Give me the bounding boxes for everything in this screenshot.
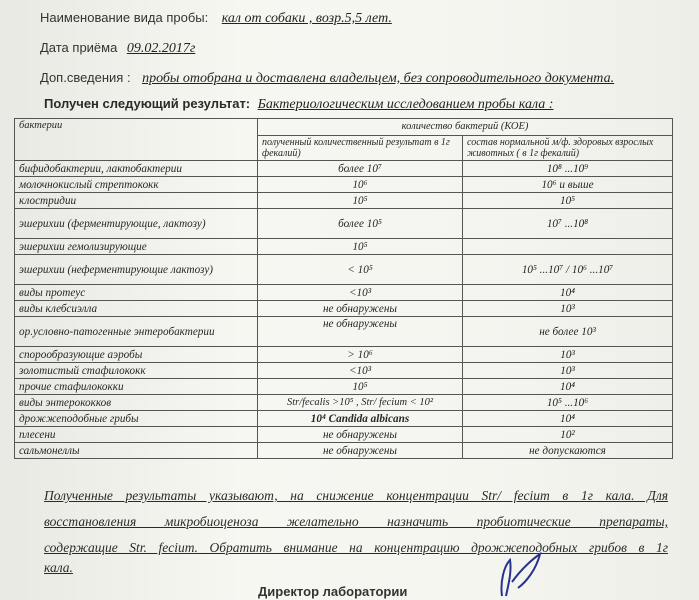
row-bacteria-name: прочие стафилококки: [15, 379, 258, 395]
row-result: не обнаружены: [258, 317, 463, 347]
col-header-bacteria: бактерии: [15, 119, 258, 161]
table-row: [15, 193, 673, 209]
row-bacteria-name: ор.условно-патогенные энтеробактерии: [15, 317, 258, 347]
row-result: не обнаружены: [258, 427, 463, 443]
row-bacteria-name: клостридии: [15, 193, 258, 209]
extra-info-line: [40, 70, 614, 87]
row-result: 10⁵: [258, 239, 463, 255]
row-result: > 10⁶: [258, 347, 463, 363]
row-norm: 10⁵: [463, 193, 673, 209]
row-result: 10⁵: [258, 193, 463, 209]
table-row: [15, 209, 673, 239]
row-norm: 10³: [463, 347, 673, 363]
row-result: <10³: [258, 363, 463, 379]
row-norm: не более 10³: [463, 317, 673, 347]
table-row: [15, 255, 673, 285]
row-bacteria-name: виды энтерококков: [15, 395, 258, 411]
row-result: 10⁶: [258, 177, 463, 193]
result-line: [44, 96, 553, 113]
sample-type-label: Наименование вида пробы:: [40, 10, 209, 25]
row-norm: 10⁵ ...10⁷ / 10⁶ ...10⁷: [463, 255, 673, 285]
row-norm: 10⁵ ...10⁶: [463, 395, 673, 411]
table-row: [15, 285, 673, 301]
date-line: [40, 40, 195, 57]
row-norm: 10³: [463, 363, 673, 379]
sample-type-line: [40, 10, 392, 27]
row-norm: 10⁸ ...10⁹: [463, 161, 673, 177]
table-row: [15, 301, 673, 317]
row-bacteria-name: спорообразующие аэробы: [15, 347, 258, 363]
result-label: Получен следующий результат:: [44, 96, 251, 111]
col-header-count: количество бактерий (КОЕ): [258, 119, 673, 136]
row-bacteria-name: молочнокислый стрептококк: [15, 177, 258, 193]
conclusion-line-1: Полученные результаты указывают, на снижение концентрации Str/ fecium в 1г кала. Для: [44, 488, 668, 503]
row-norm: 10⁶ и выше: [463, 177, 673, 193]
signature-image: [482, 552, 552, 600]
row-bacteria-name: эшерихии (ферментирующие, лактозу): [15, 209, 258, 239]
date-value: 09.02.2017г: [126, 41, 196, 56]
row-norm: 10⁴: [463, 379, 673, 395]
sample-type-value: кал от собаки , возр.5,5 лет.: [221, 11, 392, 26]
table-row: [15, 239, 673, 255]
extra-info-label: Доп.сведения :: [40, 70, 131, 85]
row-bacteria-name: эшерихии гемолизирующие: [15, 239, 258, 255]
row-result: более 10⁷: [258, 161, 463, 177]
row-bacteria-name: золотистый стафилококк: [15, 363, 258, 379]
extra-info-value: пробы отобрана и доставлена владельцем, без сопроводительного документа.: [142, 71, 615, 86]
col-header-obtained: полученный количественный результат в 1г фекалий): [258, 136, 463, 161]
row-bacteria-name: эшерихии (неферментирующие лактозу): [15, 255, 258, 285]
row-bacteria-name: виды протеус: [15, 285, 258, 301]
row-result: Str/fecalis >10⁵ , Str/ fecium < 10²: [258, 395, 463, 411]
bacteria-table: [14, 118, 673, 459]
table-row: [15, 443, 673, 459]
table-row: [15, 395, 673, 411]
table-row: [15, 411, 673, 427]
conclusion-line-3: содержащие Str. fecium. Обратить внимание на концентрацию дрожжеподобных грибов в 1г: [44, 540, 668, 555]
result-value: Бактериологическим исследованием пробы кала :: [257, 97, 554, 112]
row-bacteria-name: бифидобактерии, лактобактерии: [15, 161, 258, 177]
table-row: [15, 363, 673, 379]
row-result: более 10⁵: [258, 209, 463, 239]
row-result: < 10⁵: [258, 255, 463, 285]
row-norm: 10⁴: [463, 285, 673, 301]
row-norm: 10⁷ ...10⁸: [463, 209, 673, 239]
row-result: 10⁴ Candida albicans: [258, 411, 463, 427]
row-bacteria-name: сальмонеллы: [15, 443, 258, 459]
conclusion-line-2: восстановления микробиоценоза желательно назначить пробиотические препараты,: [44, 514, 668, 529]
row-result: 10⁵: [258, 379, 463, 395]
row-norm: 10²: [463, 427, 673, 443]
row-norm: [463, 239, 673, 255]
table-row: [15, 161, 673, 177]
row-bacteria-name: дрожжеподобные грибы: [15, 411, 258, 427]
row-norm: не допускаются: [463, 443, 673, 459]
row-norm: 10⁴: [463, 411, 673, 427]
conclusion-line-4: кала.: [44, 560, 73, 575]
table-row: [15, 427, 673, 443]
director-label: Директор лаборатории: [258, 584, 408, 599]
col-header-norm: состав нормальной м/ф. здоровых взрослых животных ( в 1г фекалий): [463, 136, 673, 161]
table-row: [15, 317, 673, 347]
date-label: Дата приёма: [40, 40, 118, 55]
row-result: не обнаружены: [258, 301, 463, 317]
row-result: не обнаружены: [258, 443, 463, 459]
row-norm: 10³: [463, 301, 673, 317]
row-bacteria-name: плесени: [15, 427, 258, 443]
row-result: <10³: [258, 285, 463, 301]
table-row: [15, 177, 673, 193]
table-row: [15, 347, 673, 363]
table-row: [15, 379, 673, 395]
row-bacteria-name: виды клебсиэлла: [15, 301, 258, 317]
